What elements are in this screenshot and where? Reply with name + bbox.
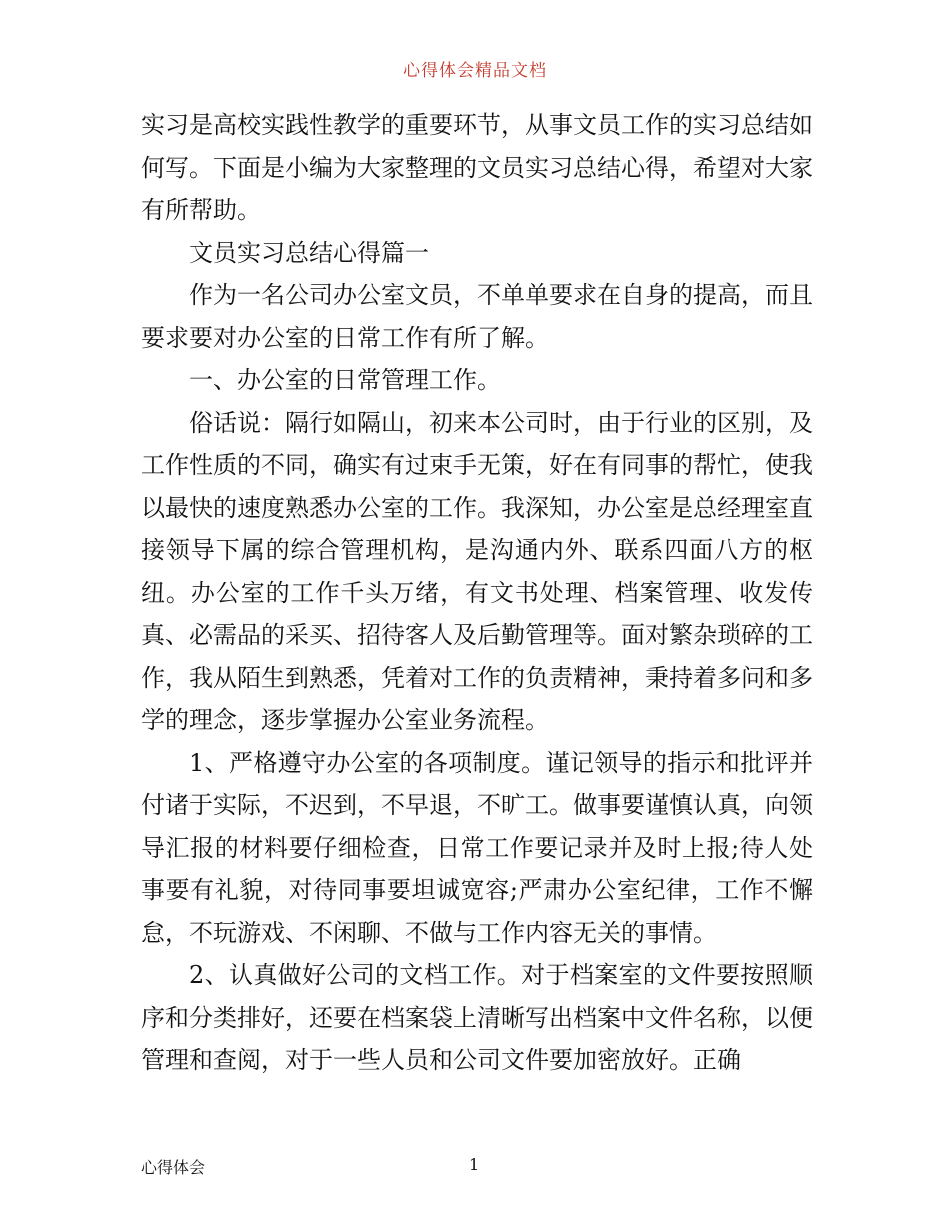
body-paragraph: 俗话说：隔行如隔山，初来本公司时，由于行业的区别，及工作性质的不同，确实有过束手无策，好在有同事的帮忙，使我以最快的速度熟悉办公室的工作。我深知，办公室是总经理室直接领导下属的综合管理机构，是沟通内外、联系四面八方的枢纽。办公室的工作千头万绪，有文书处理、档案管理、收发传真、必需品的采买、招待客人及后勤管理等。面对繁杂琐碎的工作，我从陌生到熟悉，凭着对工作的负责精神，秉持着多问和多学的理念，逐步掌握办公室业务流程。 [141, 408, 813, 734]
footer-label: 心得体会 [141, 1158, 206, 1177]
body-paragraph: 作为一名公司办公室文员，不单单要求在自身的提高，而且要求要对办公室的日常工作有所了解。 [141, 281, 813, 352]
page-number: 1 [469, 1155, 480, 1174]
document-header-title: 心得体会精品文档 [403, 61, 547, 81]
subsection-heading: 一、办公室的日常管理工作。 [189, 366, 501, 394]
section-heading: 文员实习总结心得篇一 [189, 238, 429, 267]
document-body [141, 104, 813, 1082]
intro-paragraph: 实习是高校实践性教学的重要环节，从事文员工作的实习总结如何写。下面是小编为大家整理的文员实习总结心得，希望对大家有所帮助。 [141, 111, 813, 224]
body-paragraph: 1、严格遵守办公室的各项制度。谨记领导的指示和批评并付诸于实际，不迟到，不早退，不旷工。做事要谨慎认真，向领导汇报的材料要仔细检查，日常工作要记录并及时上报;待人处事要有礼貌，对待同事要坦诚宽容;严肃办公室纪律，工作不懈怠，不玩游戏、不闲聊、不做与工作内容无关的事情。 [141, 748, 813, 947]
body-paragraph: 2、认真做好公司的文档工作。对于档案室的文件要按照顺序和分类排好，还要在档案袋上清晰写出档案中文件名称，以便管理和查阅，对于一些人员和公司文件要加密放好。正确 [141, 961, 813, 1074]
